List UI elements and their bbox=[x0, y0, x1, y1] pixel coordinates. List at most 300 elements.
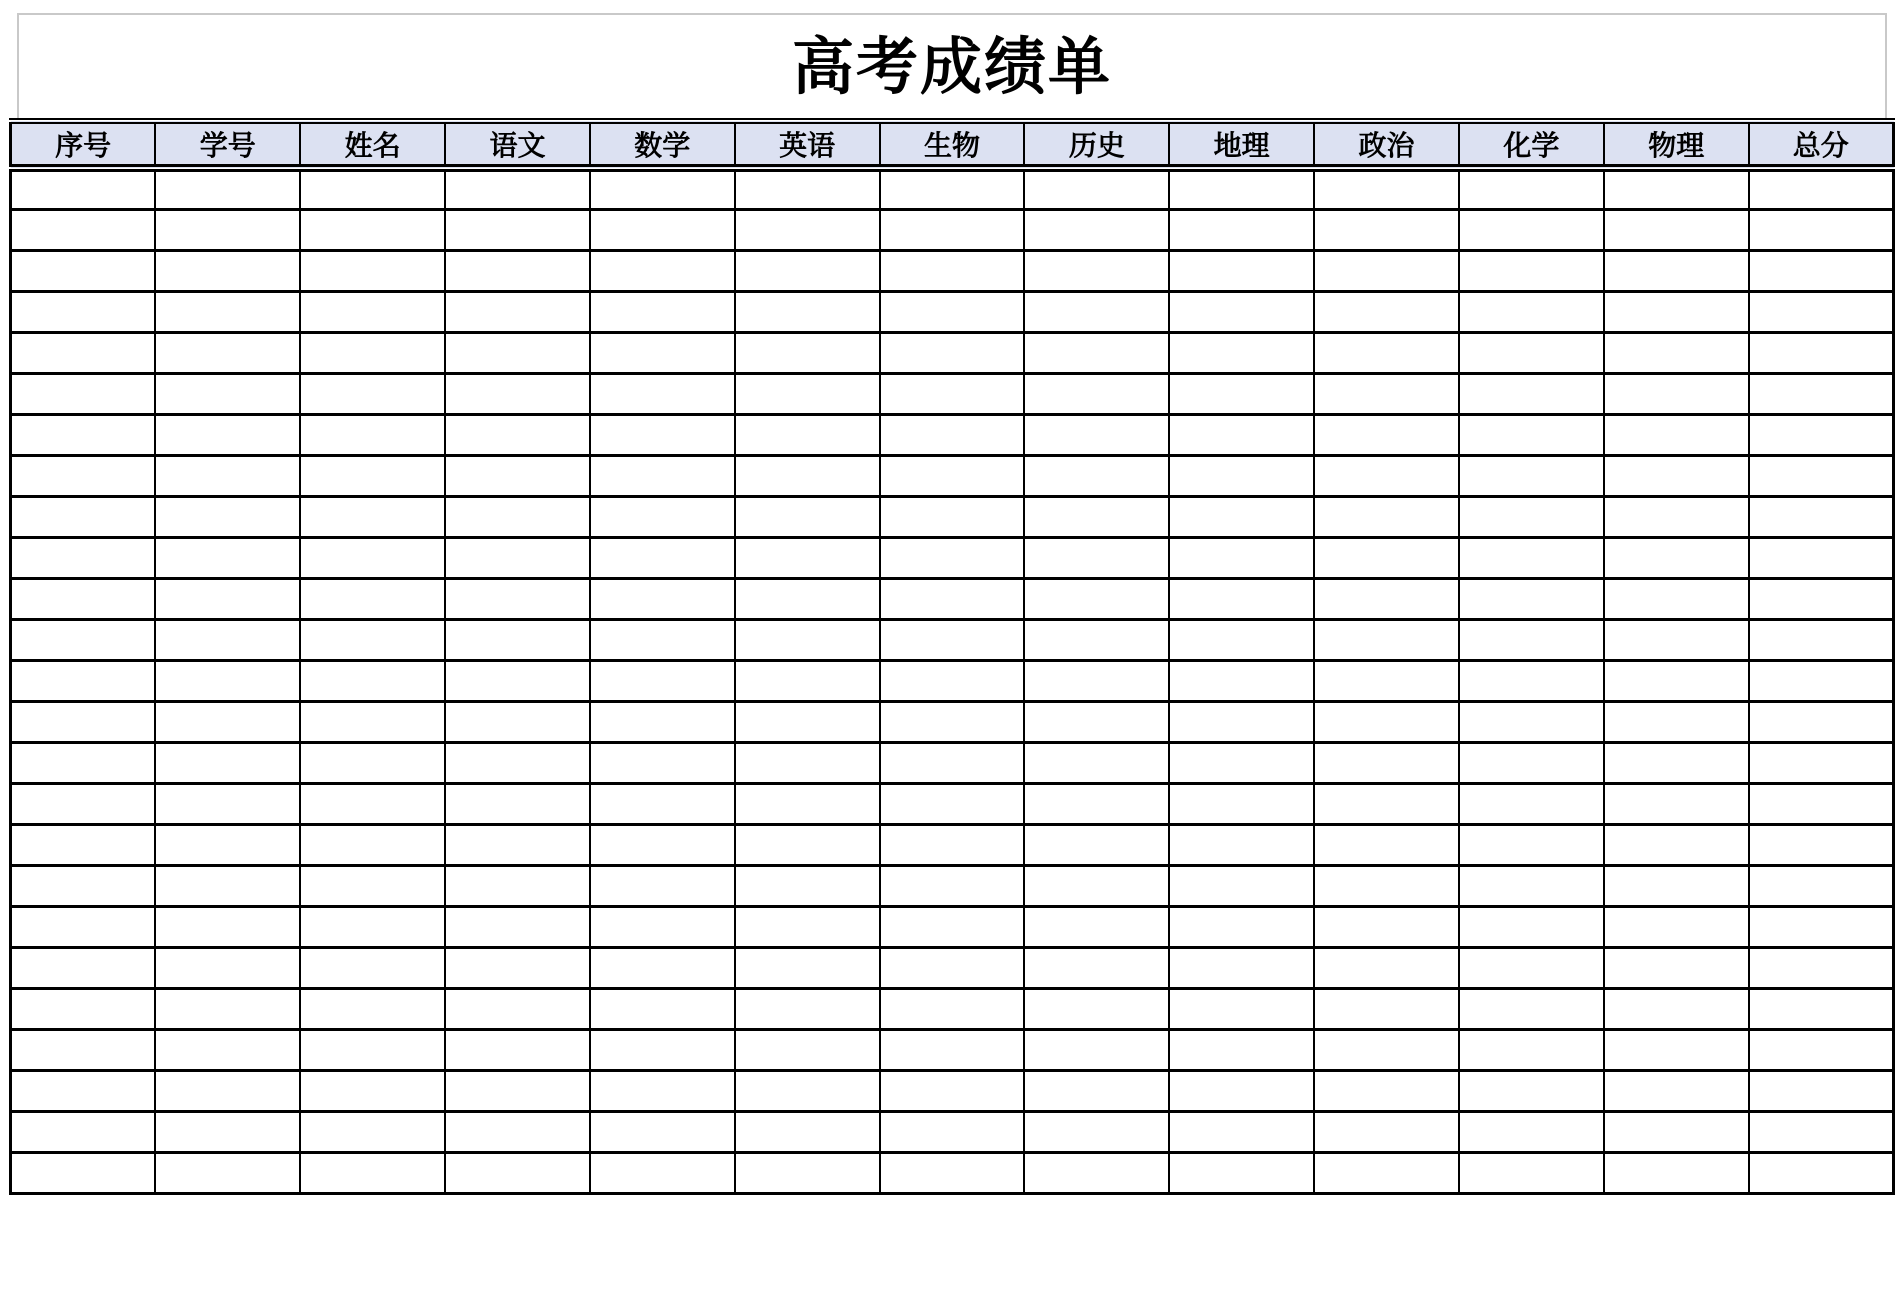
table-cell-chinese bbox=[445, 414, 590, 455]
table-row bbox=[11, 619, 1894, 660]
table-cell-math bbox=[590, 783, 735, 824]
table-cell-chinese bbox=[445, 947, 590, 988]
table-cell-math bbox=[590, 1029, 735, 1070]
table-cell-politics bbox=[1314, 742, 1459, 783]
table-cell-chemistry bbox=[1459, 783, 1604, 824]
table-cell-name bbox=[300, 455, 445, 496]
table-cell-history bbox=[1024, 414, 1169, 455]
table-cell-name bbox=[300, 250, 445, 291]
table-cell-physics bbox=[1604, 496, 1749, 537]
table-row bbox=[11, 496, 1894, 537]
table-cell-student-id bbox=[155, 496, 300, 537]
table-cell-geography bbox=[1169, 660, 1314, 701]
table-cell-politics bbox=[1314, 865, 1459, 906]
table-cell-politics bbox=[1314, 496, 1459, 537]
table-cell-politics bbox=[1314, 291, 1459, 332]
table-cell-total-score bbox=[1749, 250, 1894, 291]
table-cell-physics bbox=[1604, 537, 1749, 578]
table-cell-seq bbox=[11, 619, 156, 660]
table-cell-history bbox=[1024, 1070, 1169, 1111]
table-row bbox=[11, 168, 1894, 209]
table-cell-english bbox=[735, 1111, 880, 1152]
table-cell-seq bbox=[11, 783, 156, 824]
table-cell-politics bbox=[1314, 455, 1459, 496]
table-cell-geography bbox=[1169, 578, 1314, 619]
table-cell-english bbox=[735, 824, 880, 865]
table-cell-biology bbox=[880, 701, 1025, 742]
table-cell-total-score bbox=[1749, 373, 1894, 414]
table-cell-student-id bbox=[155, 578, 300, 619]
table-cell-english bbox=[735, 660, 880, 701]
column-header-politics: 政治 bbox=[1314, 121, 1459, 168]
table-row bbox=[11, 824, 1894, 865]
table-cell-name bbox=[300, 1029, 445, 1070]
table-cell-chinese bbox=[445, 619, 590, 660]
table-cell-name bbox=[300, 660, 445, 701]
table-cell-seq bbox=[11, 537, 156, 578]
table-cell-english bbox=[735, 168, 880, 209]
table-cell-chinese bbox=[445, 824, 590, 865]
table-cell-politics bbox=[1314, 906, 1459, 947]
table-cell-chinese bbox=[445, 332, 590, 373]
table-cell-politics bbox=[1314, 783, 1459, 824]
table-cell-biology bbox=[880, 783, 1025, 824]
table-cell-biology bbox=[880, 1070, 1025, 1111]
table-cell-physics bbox=[1604, 906, 1749, 947]
table-cell-student-id bbox=[155, 824, 300, 865]
table-cell-name bbox=[300, 578, 445, 619]
table-cell-physics bbox=[1604, 332, 1749, 373]
table-cell-seq bbox=[11, 414, 156, 455]
table-cell-total-score bbox=[1749, 1029, 1894, 1070]
table-cell-history bbox=[1024, 1029, 1169, 1070]
table-cell-math bbox=[590, 701, 735, 742]
table-cell-total-score bbox=[1749, 619, 1894, 660]
table-cell-seq bbox=[11, 906, 156, 947]
table-cell-math bbox=[590, 865, 735, 906]
table-cell-geography bbox=[1169, 250, 1314, 291]
column-header-history: 历史 bbox=[1024, 121, 1169, 168]
table-header-row bbox=[11, 121, 1894, 168]
table-cell-politics bbox=[1314, 701, 1459, 742]
table-cell-student-id bbox=[155, 373, 300, 414]
table-cell-politics bbox=[1314, 332, 1459, 373]
table-cell-physics bbox=[1604, 1152, 1749, 1193]
table-cell-physics bbox=[1604, 291, 1749, 332]
table-cell-politics bbox=[1314, 414, 1459, 455]
table-cell-name bbox=[300, 865, 445, 906]
table-cell-physics bbox=[1604, 455, 1749, 496]
table-cell-physics bbox=[1604, 373, 1749, 414]
table-cell-chemistry bbox=[1459, 824, 1604, 865]
table-cell-history bbox=[1024, 824, 1169, 865]
table-cell-english bbox=[735, 291, 880, 332]
table-row bbox=[11, 783, 1894, 824]
table-cell-chinese bbox=[445, 1152, 590, 1193]
table-row bbox=[11, 455, 1894, 496]
table-cell-chinese bbox=[445, 578, 590, 619]
title-box bbox=[17, 13, 1887, 118]
table-cell-biology bbox=[880, 619, 1025, 660]
table-cell-chemistry bbox=[1459, 250, 1604, 291]
table-cell-total-score bbox=[1749, 988, 1894, 1029]
table-row bbox=[11, 865, 1894, 906]
table-row bbox=[11, 373, 1894, 414]
page-title: 高考成绩单 bbox=[791, 29, 1112, 103]
table-cell-total-score bbox=[1749, 332, 1894, 373]
table-row bbox=[11, 906, 1894, 947]
table-cell-history bbox=[1024, 619, 1169, 660]
table-cell-total-score bbox=[1749, 865, 1894, 906]
table-cell-history bbox=[1024, 332, 1169, 373]
table-cell-geography bbox=[1169, 701, 1314, 742]
table-cell-biology bbox=[880, 209, 1025, 250]
table-cell-chemistry bbox=[1459, 1029, 1604, 1070]
table-cell-geography bbox=[1169, 291, 1314, 332]
table-cell-seq bbox=[11, 332, 156, 373]
table-cell-english bbox=[735, 619, 880, 660]
table-cell-student-id bbox=[155, 1070, 300, 1111]
table-cell-math bbox=[590, 1070, 735, 1111]
table-cell-name bbox=[300, 332, 445, 373]
table-cell-politics bbox=[1314, 1029, 1459, 1070]
table-cell-name bbox=[300, 783, 445, 824]
table-cell-history bbox=[1024, 988, 1169, 1029]
table-cell-total-score bbox=[1749, 701, 1894, 742]
table-cell-math bbox=[590, 414, 735, 455]
table-cell-geography bbox=[1169, 455, 1314, 496]
table-cell-total-score bbox=[1749, 496, 1894, 537]
table-cell-total-score bbox=[1749, 414, 1894, 455]
table-cell-history bbox=[1024, 537, 1169, 578]
table-cell-total-score bbox=[1749, 660, 1894, 701]
table-cell-student-id bbox=[155, 947, 300, 988]
table-cell-math bbox=[590, 660, 735, 701]
table-cell-math bbox=[590, 988, 735, 1029]
table-cell-biology bbox=[880, 1111, 1025, 1152]
table-cell-name bbox=[300, 947, 445, 988]
table-cell-biology bbox=[880, 496, 1025, 537]
table-cell-history bbox=[1024, 250, 1169, 291]
table-cell-chinese bbox=[445, 373, 590, 414]
table-cell-student-id bbox=[155, 1111, 300, 1152]
column-header-name: 姓名 bbox=[300, 121, 445, 168]
table-cell-biology bbox=[880, 1152, 1025, 1193]
table-cell-geography bbox=[1169, 537, 1314, 578]
table-cell-biology bbox=[880, 250, 1025, 291]
table-cell-math bbox=[590, 1152, 735, 1193]
table-cell-seq bbox=[11, 291, 156, 332]
table-cell-math bbox=[590, 373, 735, 414]
table-cell-chinese bbox=[445, 455, 590, 496]
column-header-geography: 地理 bbox=[1169, 121, 1314, 168]
table-cell-seq bbox=[11, 250, 156, 291]
table-cell-physics bbox=[1604, 947, 1749, 988]
table-cell-biology bbox=[880, 824, 1025, 865]
table-cell-biology bbox=[880, 414, 1025, 455]
table-row bbox=[11, 414, 1894, 455]
table-cell-geography bbox=[1169, 1111, 1314, 1152]
table-cell-name bbox=[300, 906, 445, 947]
table-cell-chemistry bbox=[1459, 496, 1604, 537]
table-cell-seq bbox=[11, 1029, 156, 1070]
table-cell-seq bbox=[11, 1111, 156, 1152]
table-cell-physics bbox=[1604, 1029, 1749, 1070]
table-cell-geography bbox=[1169, 824, 1314, 865]
table-cell-politics bbox=[1314, 373, 1459, 414]
table-cell-english bbox=[735, 742, 880, 783]
column-header-physics: 物理 bbox=[1604, 121, 1749, 168]
table-cell-math bbox=[590, 250, 735, 291]
table-cell-english bbox=[735, 455, 880, 496]
table-cell-english bbox=[735, 578, 880, 619]
table-cell-chinese bbox=[445, 1111, 590, 1152]
table-cell-biology bbox=[880, 168, 1025, 209]
table-cell-physics bbox=[1604, 209, 1749, 250]
table-cell-geography bbox=[1169, 865, 1314, 906]
table-cell-chemistry bbox=[1459, 1111, 1604, 1152]
table-cell-chinese bbox=[445, 291, 590, 332]
table-row bbox=[11, 1029, 1894, 1070]
table-cell-chinese bbox=[445, 250, 590, 291]
table-cell-total-score bbox=[1749, 1111, 1894, 1152]
table-row bbox=[11, 537, 1894, 578]
table-cell-history bbox=[1024, 742, 1169, 783]
table-cell-english bbox=[735, 209, 880, 250]
column-header-seq: 序号 bbox=[11, 121, 156, 168]
table-cell-student-id bbox=[155, 332, 300, 373]
table-cell-geography bbox=[1169, 496, 1314, 537]
table-cell-chemistry bbox=[1459, 865, 1604, 906]
table-cell-total-score bbox=[1749, 537, 1894, 578]
table-cell-chinese bbox=[445, 906, 590, 947]
table-cell-physics bbox=[1604, 619, 1749, 660]
table-cell-student-id bbox=[155, 660, 300, 701]
table-cell-biology bbox=[880, 537, 1025, 578]
table-cell-seq bbox=[11, 209, 156, 250]
table-cell-student-id bbox=[155, 250, 300, 291]
table-cell-name bbox=[300, 1111, 445, 1152]
table-cell-geography bbox=[1169, 906, 1314, 947]
table-cell-chemistry bbox=[1459, 414, 1604, 455]
table-cell-name bbox=[300, 619, 445, 660]
table-cell-physics bbox=[1604, 578, 1749, 619]
table-cell-history bbox=[1024, 578, 1169, 619]
table-cell-math bbox=[590, 291, 735, 332]
table-cell-geography bbox=[1169, 1070, 1314, 1111]
table-cell-physics bbox=[1604, 783, 1749, 824]
table-row bbox=[11, 1152, 1894, 1193]
table-header bbox=[11, 121, 1894, 168]
table-cell-chemistry bbox=[1459, 619, 1604, 660]
table-cell-english bbox=[735, 373, 880, 414]
table-cell-math bbox=[590, 537, 735, 578]
table-cell-english bbox=[735, 783, 880, 824]
table-cell-student-id bbox=[155, 455, 300, 496]
table-row bbox=[11, 209, 1894, 250]
table-cell-politics bbox=[1314, 578, 1459, 619]
table-cell-english bbox=[735, 1070, 880, 1111]
table-cell-chemistry bbox=[1459, 742, 1604, 783]
table-cell-seq bbox=[11, 496, 156, 537]
table-cell-biology bbox=[880, 373, 1025, 414]
table-cell-chemistry bbox=[1459, 168, 1604, 209]
table-cell-student-id bbox=[155, 414, 300, 455]
table-cell-student-id bbox=[155, 701, 300, 742]
table-cell-name bbox=[300, 496, 445, 537]
table-cell-physics bbox=[1604, 250, 1749, 291]
table-cell-name bbox=[300, 291, 445, 332]
table-cell-chinese bbox=[445, 209, 590, 250]
table-cell-physics bbox=[1604, 414, 1749, 455]
table-cell-math bbox=[590, 824, 735, 865]
table-cell-math bbox=[590, 1111, 735, 1152]
table-cell-physics bbox=[1604, 742, 1749, 783]
table-cell-biology bbox=[880, 660, 1025, 701]
table-cell-chemistry bbox=[1459, 1152, 1604, 1193]
table-cell-seq bbox=[11, 742, 156, 783]
table-cell-english bbox=[735, 947, 880, 988]
table-row bbox=[11, 742, 1894, 783]
table-cell-physics bbox=[1604, 1070, 1749, 1111]
table-cell-physics bbox=[1604, 660, 1749, 701]
table-cell-chinese bbox=[445, 1070, 590, 1111]
table-cell-geography bbox=[1169, 1152, 1314, 1193]
table-cell-chemistry bbox=[1459, 701, 1604, 742]
table-cell-seq bbox=[11, 988, 156, 1029]
table-row bbox=[11, 250, 1894, 291]
table-cell-politics bbox=[1314, 619, 1459, 660]
table-cell-chemistry bbox=[1459, 947, 1604, 988]
table-cell-chinese bbox=[445, 988, 590, 1029]
table-cell-total-score bbox=[1749, 824, 1894, 865]
table-cell-name bbox=[300, 168, 445, 209]
table-cell-chemistry bbox=[1459, 1070, 1604, 1111]
table-row bbox=[11, 1111, 1894, 1152]
table-cell-math bbox=[590, 332, 735, 373]
table-cell-biology bbox=[880, 1029, 1025, 1070]
table-row bbox=[11, 291, 1894, 332]
table-cell-name bbox=[300, 1070, 445, 1111]
table-cell-politics bbox=[1314, 1111, 1459, 1152]
table-cell-biology bbox=[880, 865, 1025, 906]
table-cell-history bbox=[1024, 496, 1169, 537]
table-cell-student-id bbox=[155, 619, 300, 660]
table-cell-biology bbox=[880, 455, 1025, 496]
table-cell-chemistry bbox=[1459, 537, 1604, 578]
column-header-student-id: 学号 bbox=[155, 121, 300, 168]
table-cell-student-id bbox=[155, 537, 300, 578]
column-header-biology: 生物 bbox=[880, 121, 1025, 168]
table-cell-politics bbox=[1314, 537, 1459, 578]
table-cell-history bbox=[1024, 291, 1169, 332]
table-cell-physics bbox=[1604, 824, 1749, 865]
table-cell-seq bbox=[11, 455, 156, 496]
table-cell-seq bbox=[11, 824, 156, 865]
table-cell-english bbox=[735, 537, 880, 578]
table-cell-total-score bbox=[1749, 742, 1894, 783]
table-cell-name bbox=[300, 1152, 445, 1193]
table-cell-politics bbox=[1314, 1070, 1459, 1111]
table-cell-chemistry bbox=[1459, 291, 1604, 332]
table-cell-history bbox=[1024, 865, 1169, 906]
table-cell-name bbox=[300, 824, 445, 865]
table-cell-seq bbox=[11, 947, 156, 988]
table-cell-total-score bbox=[1749, 947, 1894, 988]
table-cell-geography bbox=[1169, 373, 1314, 414]
table-cell-total-score bbox=[1749, 1070, 1894, 1111]
column-header-english: 英语 bbox=[735, 121, 880, 168]
table-cell-history bbox=[1024, 1111, 1169, 1152]
table-cell-total-score bbox=[1749, 209, 1894, 250]
table-cell-geography bbox=[1169, 783, 1314, 824]
table-cell-geography bbox=[1169, 742, 1314, 783]
table-cell-geography bbox=[1169, 1029, 1314, 1070]
table-cell-seq bbox=[11, 578, 156, 619]
table-cell-total-score bbox=[1749, 168, 1894, 209]
table-cell-student-id bbox=[155, 1029, 300, 1070]
table-cell-english bbox=[735, 1152, 880, 1193]
table-cell-history bbox=[1024, 783, 1169, 824]
table-cell-seq bbox=[11, 865, 156, 906]
table-cell-politics bbox=[1314, 250, 1459, 291]
table-cell-seq bbox=[11, 1152, 156, 1193]
table-cell-politics bbox=[1314, 947, 1459, 988]
table-cell-math bbox=[590, 619, 735, 660]
table-cell-chemistry bbox=[1459, 332, 1604, 373]
table-cell-chemistry bbox=[1459, 209, 1604, 250]
column-header-total-score: 总分 bbox=[1749, 121, 1894, 168]
table-cell-seq bbox=[11, 660, 156, 701]
table-cell-politics bbox=[1314, 1152, 1459, 1193]
table-cell-total-score bbox=[1749, 291, 1894, 332]
table-cell-math bbox=[590, 578, 735, 619]
table-cell-politics bbox=[1314, 209, 1459, 250]
table-cell-student-id bbox=[155, 742, 300, 783]
table-cell-history bbox=[1024, 1152, 1169, 1193]
table-cell-history bbox=[1024, 701, 1169, 742]
table-cell-geography bbox=[1169, 414, 1314, 455]
table-cell-chinese bbox=[445, 168, 590, 209]
table-row bbox=[11, 701, 1894, 742]
table-cell-student-id bbox=[155, 988, 300, 1029]
table-cell-geography bbox=[1169, 209, 1314, 250]
table-cell-biology bbox=[880, 291, 1025, 332]
table-cell-math bbox=[590, 455, 735, 496]
table-cell-biology bbox=[880, 578, 1025, 619]
table-cell-chinese bbox=[445, 783, 590, 824]
table-cell-english bbox=[735, 701, 880, 742]
table-cell-politics bbox=[1314, 660, 1459, 701]
table-cell-physics bbox=[1604, 988, 1749, 1029]
table-cell-english bbox=[735, 332, 880, 373]
table-cell-geography bbox=[1169, 168, 1314, 209]
column-header-math: 数学 bbox=[590, 121, 735, 168]
table-cell-politics bbox=[1314, 988, 1459, 1029]
table-cell-name bbox=[300, 701, 445, 742]
table-cell-chinese bbox=[445, 496, 590, 537]
table-row bbox=[11, 660, 1894, 701]
table-cell-seq bbox=[11, 168, 156, 209]
table-cell-biology bbox=[880, 742, 1025, 783]
table-cell-math bbox=[590, 947, 735, 988]
table-cell-history bbox=[1024, 209, 1169, 250]
score-table bbox=[9, 118, 1895, 1195]
table-cell-student-id bbox=[155, 783, 300, 824]
table-cell-english bbox=[735, 906, 880, 947]
column-header-chemistry: 化学 bbox=[1459, 121, 1604, 168]
table-cell-politics bbox=[1314, 824, 1459, 865]
